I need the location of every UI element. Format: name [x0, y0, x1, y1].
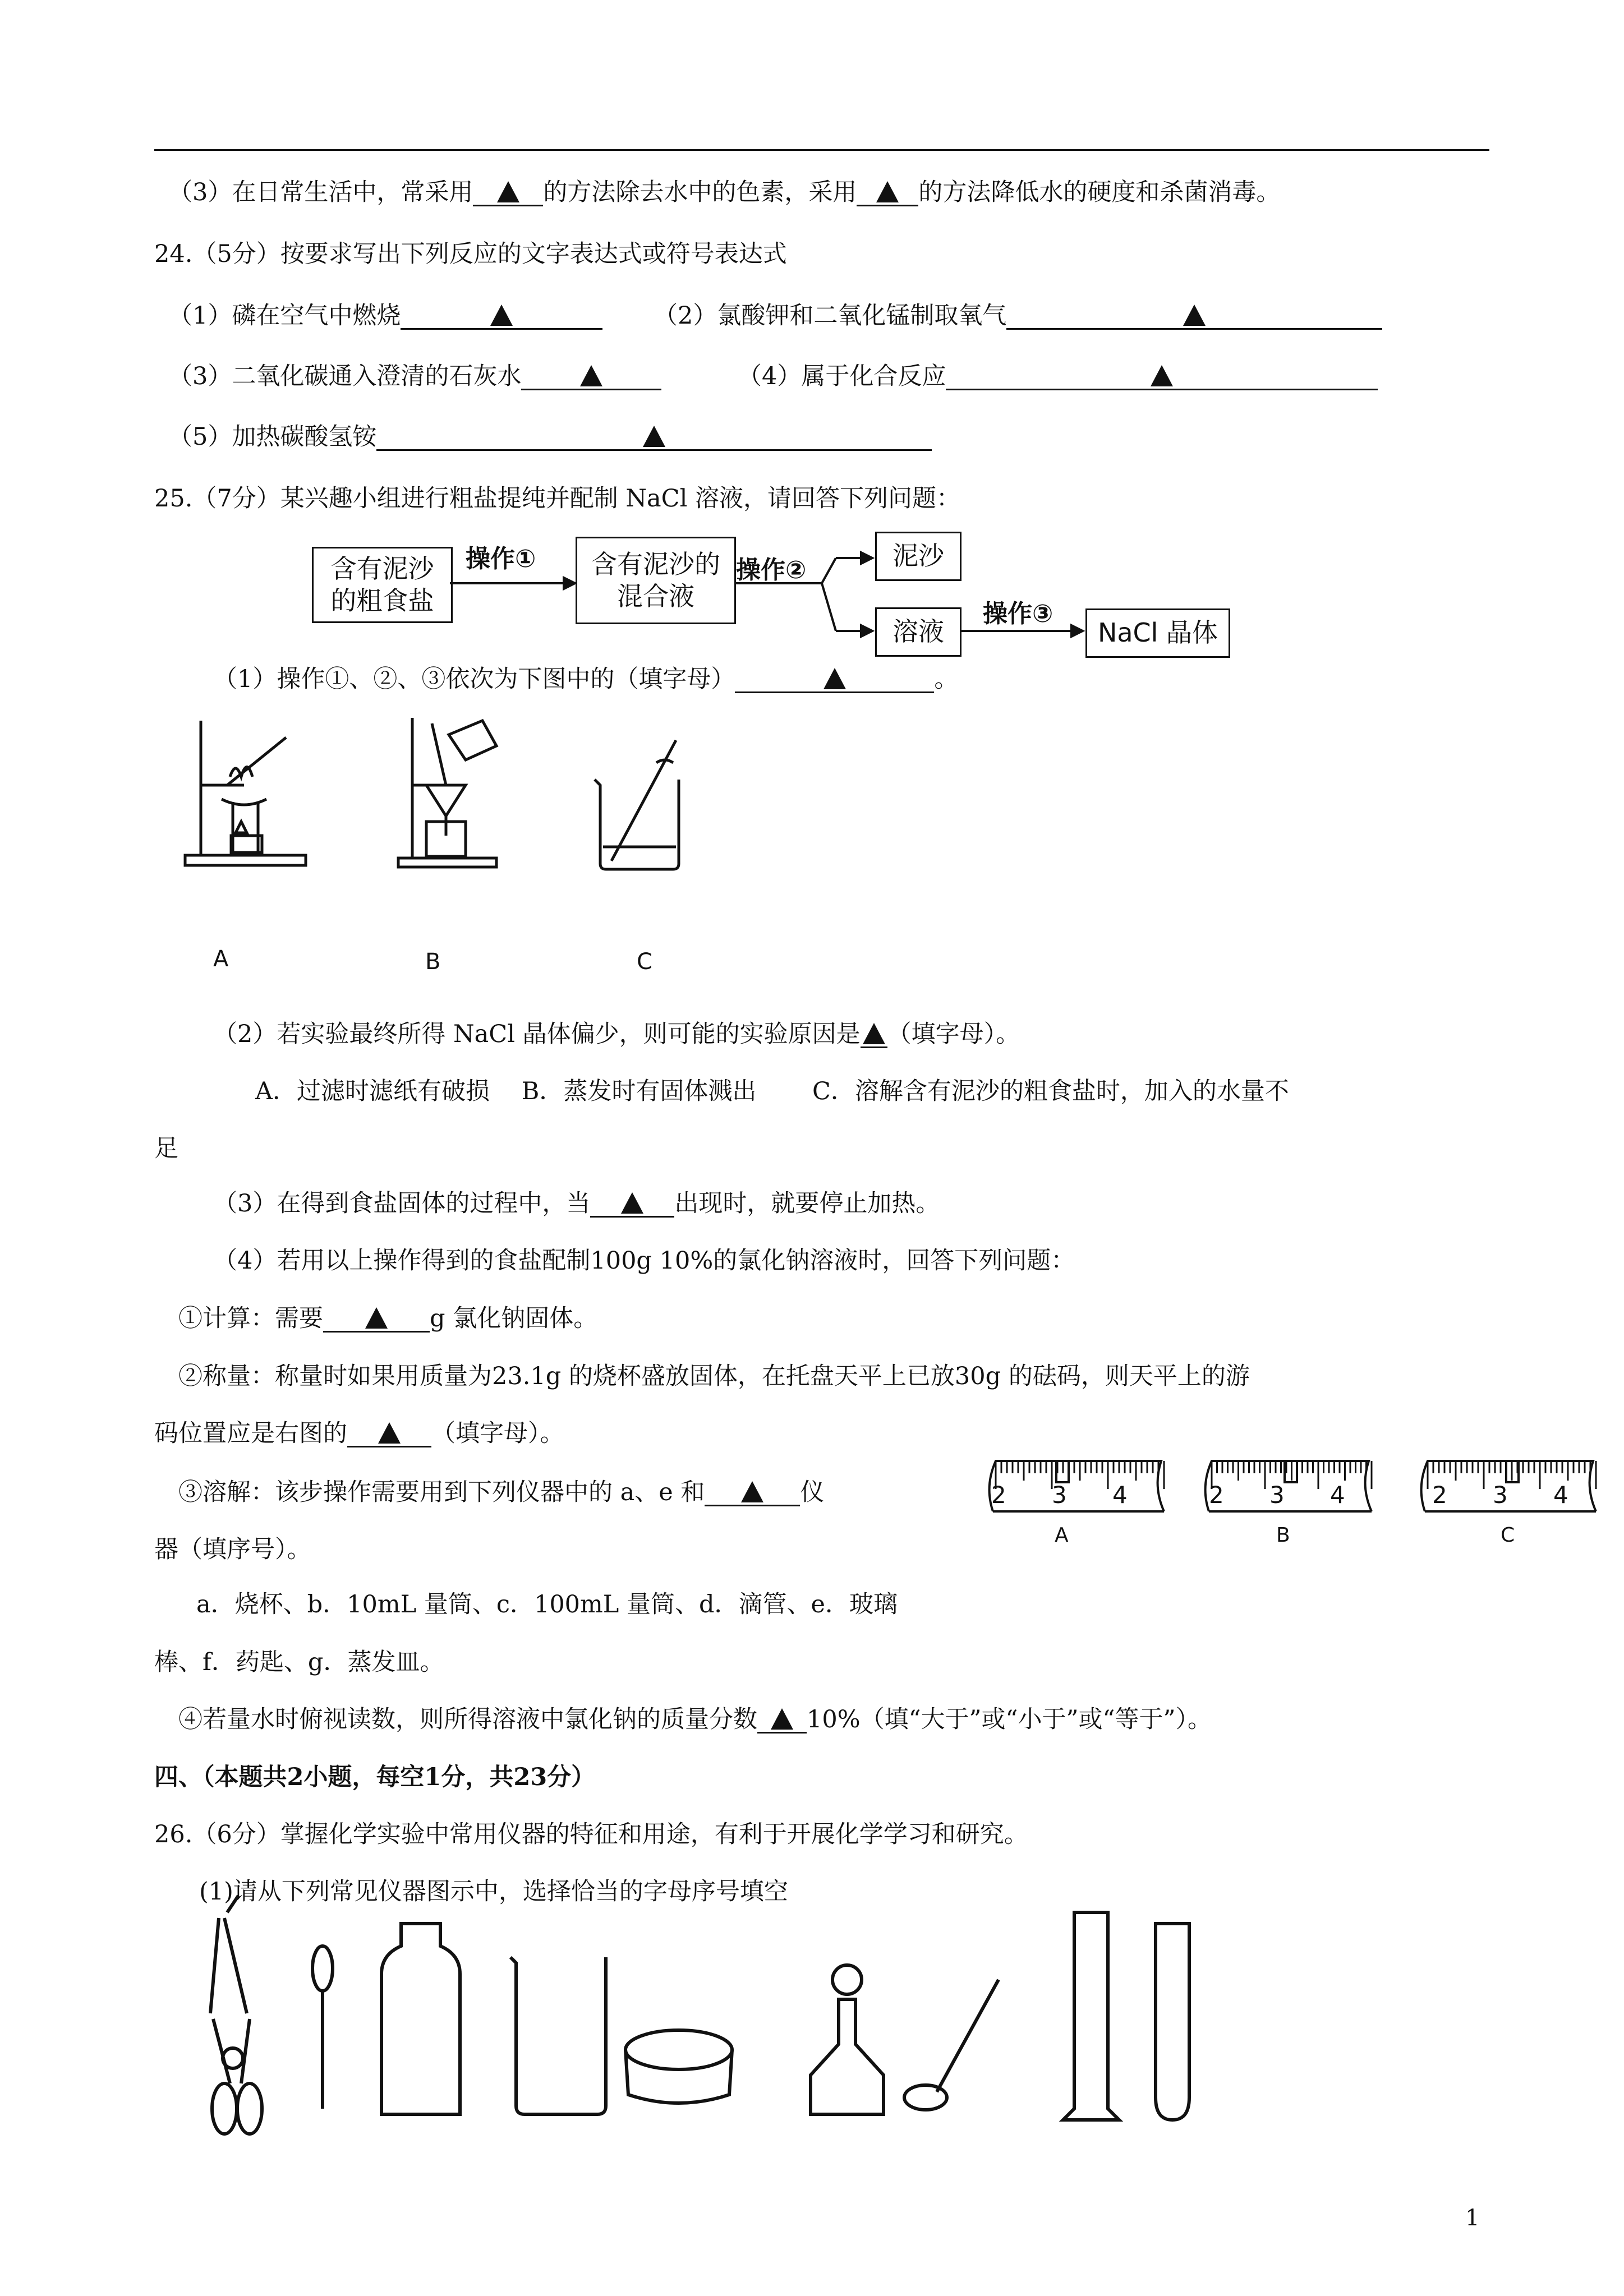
q25-1-text: （1）操作①、②、③依次为下图中的（填字母）	[213, 665, 735, 693]
q25-1-end: 。	[934, 665, 959, 693]
flow-box-solution: 溶液	[875, 607, 961, 657]
q25-4-3-line2: 器（填序号）。	[154, 1536, 311, 1564]
ruler-a-tick-3: 3	[1052, 1481, 1067, 1509]
apparatus-label-b: B	[425, 949, 441, 975]
q25-4-3-line	[178, 1478, 825, 1506]
flow-op3-label: 操作③	[983, 600, 1053, 628]
q25-4-3-line3: a．烧杯、b．10mL 量筒、c．100mL 量筒、d．滴管、e．玻璃	[196, 1590, 898, 1619]
q24-title: 24.（5分）按要求写出下列反应的文字表达式或符号表达式	[154, 240, 787, 268]
q24-5-text: （5）加热碳酸氢铵	[168, 423, 377, 451]
flow-box-sand: 泥沙	[875, 532, 961, 581]
q23-3-text-b: 的方法除去水中的色素，采用	[543, 178, 857, 206]
ruler-a-tick-2: 2	[991, 1481, 1006, 1509]
q24-4-text: （4）属于化合反应	[738, 362, 946, 390]
section-4-heading: 四、（本题共2小题，每空1分，共23分）	[154, 1763, 596, 1791]
q25-3-text-b: 出现时，就要停止加热。	[674, 1190, 940, 1218]
ruler-a-tick-4: 4	[1112, 1481, 1128, 1509]
q25-4-line: （4）若用以上操作得到的食盐配制100g 10%的氯化钠溶液时，回答下列问题：	[213, 1247, 1075, 1275]
triangle-icon	[621, 1192, 643, 1214]
answer-blank[interactable]	[323, 1307, 430, 1333]
dissolving-apparatus-figure	[589, 735, 701, 875]
flow-box-mixture-line1: 含有泥沙的	[591, 548, 720, 579]
answer-blank[interactable]	[861, 1022, 887, 1048]
ruler-label-c: C	[1501, 1524, 1515, 1547]
q24-2-text: （2）氯酸钾和二氧化锰制取氧气	[654, 302, 1007, 330]
q25-4-1-text-b: g 氯化钠固体。	[430, 1304, 598, 1333]
q23-3-text-c: 的方法降低水的硬度和杀菌消毒。	[918, 178, 1281, 206]
triangle-icon	[863, 1023, 885, 1044]
ruler-label-a: A	[1055, 1524, 1069, 1547]
q25-2-options-cont: 足	[154, 1135, 178, 1163]
q26-title: 26.（6分）掌握化学实验中常用仪器的特征和用途，有利于开展化学学习和研究。	[154, 1820, 1028, 1848]
filtration-apparatus-figure	[393, 712, 505, 875]
q25-4-2-line2	[154, 1419, 564, 1447]
answer-blank[interactable]	[735, 667, 934, 693]
q25-title: 25.（7分）某兴趣小组进行粗盐提纯并配制 NaCl 溶液，请回答下列问题：	[154, 485, 960, 513]
ruler-b-tick-4: 4	[1330, 1481, 1345, 1509]
q25-4-2-text-b: 码位置应是右图的	[154, 1419, 347, 1447]
q25-4-1-text-a: ①计算：需要	[178, 1304, 323, 1333]
q25-4-3-line4: 棒、f．药匙、g．蒸发皿。	[154, 1648, 444, 1676]
answer-blank[interactable]	[347, 1422, 431, 1447]
triangle-icon	[741, 1481, 763, 1502]
q25-4-3-text-b: 仪	[800, 1478, 825, 1506]
flow-box-crude-salt-line1: 含有泥沙	[330, 553, 434, 584]
evaporation-apparatus-figure	[180, 715, 320, 872]
ruler-b-tick-2: 2	[1209, 1481, 1224, 1509]
ruler-c-tick-2: 2	[1432, 1481, 1447, 1509]
q23-3-text-a: （3）在日常生活中，常采用	[168, 178, 473, 206]
q25-2-text-a: （2）若实验最终所得 NaCl 晶体偏少，则可能的实验原因是	[213, 1020, 861, 1048]
ruler-label-b: B	[1276, 1524, 1290, 1547]
flow-op2-label: 操作②	[736, 556, 807, 584]
instruments-figure	[185, 1890, 1307, 2126]
ruler-c-tick-4: 4	[1553, 1481, 1568, 1509]
page-number: 1	[1465, 2205, 1480, 2231]
flow-box-crude-salt-line2: 的粗食盐	[330, 585, 434, 616]
flow-box-mixture-line2: 混合液	[617, 581, 694, 611]
triangle-icon	[771, 1708, 793, 1730]
q25-4-2-text-c: （填字母）。	[431, 1419, 564, 1447]
ruler-c-tick-3: 3	[1493, 1481, 1508, 1509]
ruler-b-tick-3: 3	[1269, 1481, 1285, 1509]
q25-4-4-text-a: ④若量水时俯视读数，则所得溶液中氯化钠的质量分数	[178, 1705, 757, 1733]
q25-1-line	[213, 667, 958, 693]
flow-box-nacl-crystal: NaCl 晶体	[1085, 608, 1230, 658]
q25-4-4-text-b: 10%（填“大于”或“小于”或“等于”）。	[807, 1705, 1212, 1733]
triangle-icon	[823, 668, 846, 689]
q25-4-3-text-a: ③溶解：该步操作需要用到下列仪器中的 a、e 和	[178, 1478, 705, 1506]
answer-blank[interactable]	[590, 1192, 674, 1218]
q25-4-1-line	[178, 1304, 598, 1333]
q25-3-text-a: （3）在得到食盐固体的过程中，当	[213, 1190, 591, 1218]
q25-4-2-line: ②称量：称量时如果用质量为23.1g 的烧杯盛放固体，在托盘天平上已放30g 的砝码，则天平上的游	[178, 1362, 1250, 1390]
answer-blank[interactable]	[705, 1481, 800, 1506]
flow-op1-label: 操作①	[466, 545, 536, 573]
apparatus-label-a: A	[213, 946, 229, 972]
triangle-icon	[378, 1422, 401, 1444]
q25-2-line	[213, 1022, 1020, 1048]
triangle-icon	[365, 1307, 388, 1329]
answer-blank[interactable]	[757, 1708, 807, 1733]
q25-4-4-line	[178, 1705, 1212, 1733]
q25-2-options: A．过滤时滤纸有破损 B．蒸发时有固体溅出 C．溶解含有泥沙的粗食盐时，加入的水量不	[255, 1077, 1289, 1105]
q24-3-text: （3）二氧化碳通入澄清的石灰水	[168, 362, 522, 390]
q24-1-text: （1）磷在空气中燃烧	[168, 302, 401, 330]
q25-2-text-b: （填字母）。	[887, 1020, 1020, 1048]
q26-1-line: (1)请从下列常见仪器图示中，选择恰当的字母序号填空	[199, 1878, 788, 1906]
flow-box-mixture	[576, 537, 736, 624]
apparatus-label-c: C	[637, 949, 652, 975]
q25-3-line	[213, 1192, 940, 1218]
